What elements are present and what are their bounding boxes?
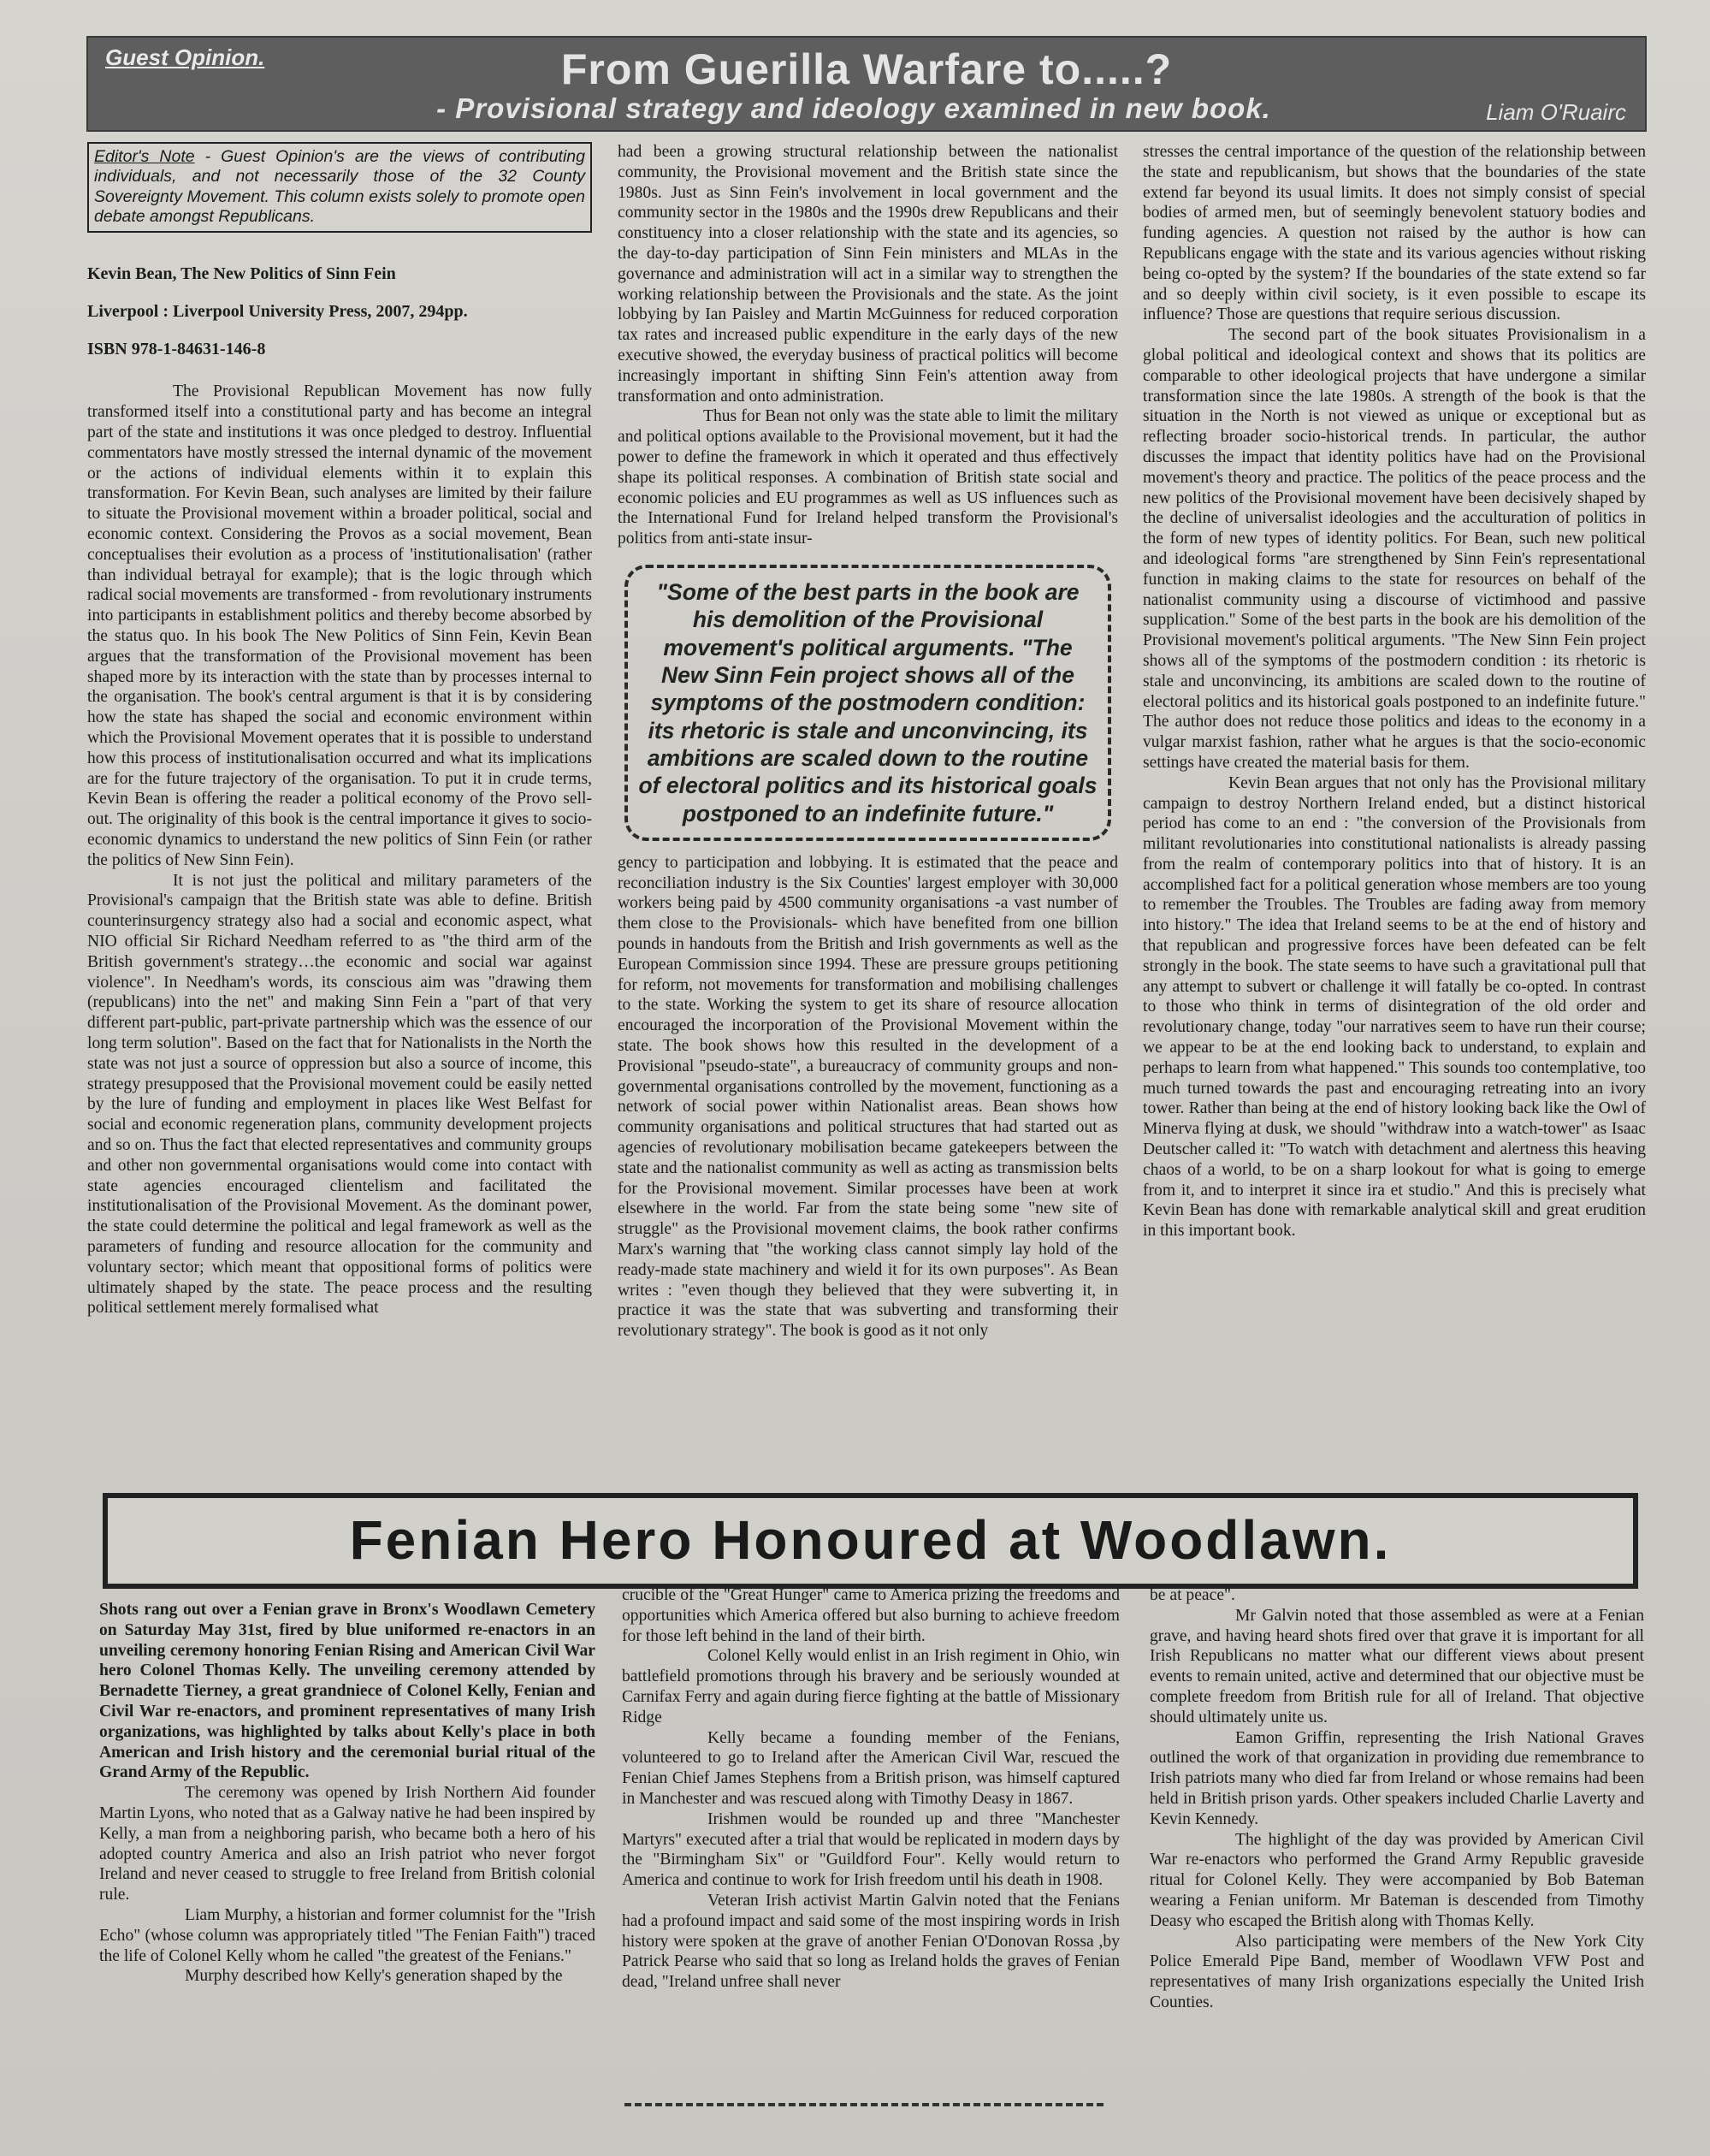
- paragraph: Murphy described how Kelly's generation shaped by the: [185, 1967, 563, 1986]
- paragraph: The highlight of the day was provided by American Civil War re-enactors who performed the Grand Army Republic graveside ritual for Colonel Kelly. They were accompanied by Bob Bateman wearing a Fenian uniform. Mr Bateman is descended from Timothy Deasy who escaped the British along with Thomas Kelly.: [1150, 1830, 1644, 1930]
- paragraph: Thus for Bean not only was the state able to limit the military and political options available to the Provisional movement, but it had the power to define the framework in which it operated and thus effectively shape its political responses. A combination of British state social and economic policies and EU programmes as well as US influences such as the International Fund for Ireland helped transform the Provisional's politics from anti-state insur-: [618, 407, 1118, 548]
- article2-column-2: [622, 1585, 1120, 1993]
- paragraph: The Provisional Republican Movement has now fully transformed itself into a constitutional party and has become an integral part of the state and institutions it was once pledged to destroy. Influential commentators have mostly stressed the internal dynamic of the movement or the actions of individual elements within it to explain this transformation. For Kevin Bean, such analyses are limited by their failure to situate the Provisional movement within a broader political, social and economic context. Considering the Provos as a social movement, Bean conceptualises their evolution as a process of 'institutionalisation' (rather than individual betrayal for example); that is the logic through which radical social movements are transformed - from revolutionary instruments into participants in establishment politics and thereby become absorbed by the status quo. In his book The New Politics of Sinn Fein, Kevin Bean argues that the transformation of the Provisional movement has been shaped more by its interaction with the state than by processes internal to the organisation. The book's central argument is that it is by considering how the state has shaped the social and economic environment within which the Provisional Movement operates that it is possible to understand how this process of institutionalisation occurred and what its implications are for the future trajectory of the organisation. To put it in crude terms, Kevin Bean is offering the reader a political economy of the Provo sell-out. The originality of this book is the central importance it gives to socio-economic dynamics to understand the new politics of Sinn Fein (or rather the politics of New Sinn Fein).: [87, 382, 592, 869]
- editor-note: [87, 142, 592, 233]
- paragraph: be at peace".: [1150, 1586, 1235, 1604]
- book-isbn-line: ISBN 978-1-84631-146-8: [87, 340, 266, 359]
- paragraph: had been a growing structural relationship between the nationalist community, the Provisional movement and the British state since the 1980s. Just as Sinn Fein's involvement in local government and the community sector in the 1980s and the 1990s drew Republicans and their constituency into a closer relationship with the state and its agencies, so the day-to-day participation of Sinn Fein ministers and MLAs in the governance and administration will act in a similar way to strengthen the working relationship between the Provisionals and the state. As the joint lobbying by Ian Paisley and Martin McGuinness for reduced corporation tax rates and increased public expenditure in the early days of the new executive showed, the everyday business of practical politics will become increasingly important in shifting Sinn Fein's attention away from transformation and onto administration.: [618, 143, 1118, 406]
- paragraph: Eamon Griffin, representing the Irish National Graves outlined the work of that organization in providing due remembrance to Irish patriots many who died far from Ireland or whose remains had been held in British prison yards. Other speakers included Charlie Laverty and Kevin Kennedy.: [1150, 1728, 1644, 1828]
- paragraph: gency to participation and lobbying. It is estimated that the peace and reconciliation industry is the Six Counties' largest employer with 30,000 workers being paid by 4500 community organisations -a vast number of them close to the Provisionals- which have benefited from one billion pounds in handouts from the British and Irish governments as well as the European Commission since 1994. These are pressure groups petitioning for reform, not movements for transformation and mobilising challenges to the state. Working the system to get its share of resource allocation encouraged the incorporation of the Provisional Movement within the state. The book shows how this resulted in the development of a Provisional "pseudo-state", a bureaucracy of community groups and non-governmental organisations controlled by the movement, functioning as a network of social power within Nationalist areas. Bean shows how community organisations and political structures that had started out as agencies of revolutionary mobilisation became gatekeepers between the state and the nationalist community as well as acting as transmission belts for the Provisional movement. Similar processes have been at work elsewhere in the world. Far from the state being some "new site of struggle" as the Provisional movement claims, the book rather confirms Marx's warning that "the working class cannot simply lay hold of the ready-made state machinery and wield it for its own purposes". As Bean writes : "even though they believed that they were subverting it, in practice it was the state that was subverting and transforming their revolutionary strategy". The book is good as it not only: [618, 853, 1118, 1341]
- article2-column-1: [99, 1600, 595, 1987]
- divider: [624, 2103, 1104, 2106]
- article-title: From Guerilla Warfare to.....?: [560, 45, 1173, 93]
- paragraph: Colonel Kelly would enlist in an Irish regiment in Ohio, win battlefield promotions through his bravery and be seriously wounded at Carnifax Ferry and again during fierce fighting at the battle of Missionary Ridge: [622, 1647, 1120, 1727]
- editor-note-label: Editor's Note: [94, 147, 195, 166]
- pull-quote: "Some of the best parts in the book are his demolition of the Provisional movement's political arguments. "The New Sinn Fein project shows all of the symptoms of the postmodern condition: its rhetoric is stale and unconvincing, its ambitions are scaled down to the routine of electoral politics and its historical goals postponed to an indefinite future.": [624, 565, 1111, 841]
- article1-column-2: [618, 142, 1118, 1342]
- book-title-line: Kevin Bean, The New Politics of Sinn Fein: [87, 264, 396, 283]
- article1-column-3: [1143, 142, 1646, 1241]
- paragraph: Veteran Irish activist Martin Galvin noted that the Fenians had a profound impact and said some of the most inspiring words in Irish history were spoken at the grave of another Fenian O'Donovan Rossa ,by Patrick Pearse who said that so long as Ireland holds the graves of Fenian dead, "Ireland unfree shall never: [622, 1891, 1120, 1992]
- book-publisher-line: Liverpool : Liverpool University Press, 2007, 294pp.: [87, 301, 468, 321]
- article-author: Liam O'Ruairc: [1486, 99, 1626, 125]
- paragraph: Mr Galvin noted that those assembled as were at a Fenian grave, and having heard shots fired over that grave it is important for all Irish Republicans no matter what our different views about present events to remain united, active and determined that our objective must be complete freedom from British rule for all of Ireland. That objective should ultimately unite us.: [1150, 1606, 1644, 1727]
- paragraph: crucible of the "Great Hunger" came to America prizing the freedoms and opportunities which America offered but also burning to achieve freedom for those left behind in the land of their birth.: [622, 1586, 1120, 1645]
- article2-column-3: [1150, 1585, 1644, 2013]
- paragraph: Kevin Bean argues that not only has the Provisional military campaign to destroy Northern Ireland ended, but a distinct historical period has come to an end : "the conversion of the Provisionals from militant revolutionaries into constitutional nationalists is already passing from the realm of contemporary politics into that of history. It is an accomplished fact for a political generation whose members are too young to remember the Troubles. The Troubles are fading away from memory into history." The idea that Ireland seems to be at the end of history and that republican and progressive forces have been defeated can be felt strongly in the book. The state seems to have such a gravitational pull that any attempt to subvert or challenge it will fatally be co-opted. In contrast to those who think in terms of disintegration of the old order and revolutionary change, today "our narratives seem to have run their course; we appear to be at the end looking back to understand, to explain and perhaps to learn from what happened." This sounds too contemplative, too much turned towards the past and encouraging retreating into an ivory tower. Rather than being at the end of history looking back like the Owl of Minerva flying at dusk, we should "withdraw into a watch-tower" as Isaac Deutscher called it: "To watch with detachment and alertness this heaving chaos of a world, to be on a sharp lookout for what is going to emerge from it, and to interpret it since ira et studio." And this is precisely what Kevin Bean has done with remarkable analytical skill and great erudition in this important book.: [1143, 773, 1646, 1241]
- lead-paragraph: Shots rang out over a Fenian grave in Bronx's Woodlawn Cemetery on Saturday May 31st, fired by blue uniformed re-enactors in an unveiling ceremony honoring Fenian Rising and American Civil War hero Colonel Thomas Kelly. The unveiling ceremony attended by Bernadette Tierney, a great grandniece of Colonel Kelly, Fenian and Civil War re-enactors, and prominent representatives of many Irish organizations, was highlighted by talks about Kelly's place in both American and Irish history and the ceremonial burial ritual of the Grand Army of the Republic.: [99, 1601, 595, 1782]
- article-banner: [86, 36, 1647, 132]
- section-label: Guest Opinion.: [105, 44, 265, 70]
- editor-note-text: - Guest Opinion's are the views of contributing individuals, and not necessarily those of the 32 County Sovereignty Movement. This column exists solely to promote open debate amongst Republicans.: [94, 147, 585, 227]
- paragraph: Liam Murphy, a historian and former columnist for the "Irish Echo" (whose column was appropriately titled "The Fenian Faith") traced the life of Colonel Kelly whom he called "the greatest of the Fenians.": [99, 1905, 595, 1965]
- paragraph: Also participating were members of the New York City Police Emerald Pipe Band, member of Woodlawn VFW Post and representatives of many Irish organizations especially the United Irish Counties.: [1150, 1932, 1644, 2011]
- paragraph: The second part of the book situates Provisionalism in a global political and ideological context and shows that its politics are comparable to other ideological projects that have undergone a similar transformation since the late 1980s. A strength of the book is that the situation in the North is not viewed as unique or exceptional but as reflecting broader socio-historical trends. In particular, the author discusses the impact that identity politics have had on the Provisional movement's theory and practice. The politics of the peace process and the new politics of the Provisional movement have been decisively shaped by the decline of universalist ideologies and the acculturation of politics in the form of new types of identity politics. For Bean, such new political and ideological forms "are strengthened by Sinn Fein's representational function in making claims to the state for resources on behalf of the nationalist community using a discourse of victimhood and passive supplication." Some of the best parts in the book are his demolition of the Provisional movement's political arguments. "The New Sinn Fein project shows all of the symptoms of the postmodern condition : its rhetoric is stale and unconvincing, its ambitions are scaled down to the routine of electoral politics and its historical goals postponed to an indefinite future." The author does not reduce those politics and ideas to the economy in a vulgar marxist fashion, rather what he argues is that the socio-economic settings have created the material basis for them.: [1143, 326, 1646, 772]
- paragraph: stresses the central importance of the question of the relationship between the state and republicanism, but shows that the boundaries of the state extend far beyond its usual limits. It does not simply consist of special bodies of armed men, but of seemingly benevolent statuory bodies and funding agencies. A question not raised by the author is how can Republicans engage with the state and its various agencies without risking being co-opted by the system? If the boundaries of the state extend so far and so deeply within civil society, is it even possible to escape its influence? Those are questions that require serious discussion.: [1143, 143, 1646, 324]
- article-subtitle: - Provisional strategy and ideology examined in new book.: [436, 92, 1271, 124]
- article1-column-1: [87, 142, 592, 1318]
- paragraph: Kelly became a founding member of the Fenians, volunteered to go to Ireland after the American Civil War, rescued the Fenian Chief James Stephens from a British prison, was himself captured in Manchester and was rescued along with Timothy Deasy in 1867.: [622, 1728, 1120, 1808]
- paragraph: The ceremony was opened by Irish Northern Aid founder Martin Lyons, who noted that as a Galway native he had been inspired by Kelly, a man from a neighboring parish, who became both a hero of his adopted country America and also an Irish patriot who never forgot Ireland and never ceased to struggle to free Ireland from British colonial rule.: [99, 1784, 595, 1904]
- paragraph: It is not just the political and military parameters of the Provisional's campaign that the British state was able to define. British counterinsurgency strategy also had a social and economic aspect, what NIO official Sir Richard Needham referred to as "the third arm of the British government's strategy…the economic and social war against violence". In Needham's words, its conscious aim was "drawing them (republicans) into the net" and making Sinn Fein a "part of that very different part-public, part-private partnership which was the essence of our long term solution". Based on the fact that for Nationalists in the North the state was not just a source of oppression but also a source of income, this strategy presupposed that the Provisional movement could be easily netted by the lure of funding and employment in places like West Belfast for social and economic regeneration plans, community development projects and so on. Thus the fact that elected representatives and community groups and other non governmental organisations would come into contact with state agencies encouraged clientelism and facilitated the institutionalisation of the Provisional Movement. As the dominant power, the state could determine the political and legal framework as well as the parameters of funding and resource allocation for the community and voluntary sector; which meant that oppositional forms of politics were ultimately shaped by the state. The peace process and the resulting political settlement merely formalised what: [87, 871, 592, 1318]
- article2-headline: Fenian Hero Honoured at Woodlawn.: [103, 1493, 1638, 1589]
- paragraph: Irishmen would be rounded up and three "Manchester Martyrs" executed after a trial that would be replicated in modern days by the "Birmingham Six" or "Guildford Four". Kelly would return to America and continue to work for Irish freedom until his death in 1908.: [622, 1810, 1120, 1890]
